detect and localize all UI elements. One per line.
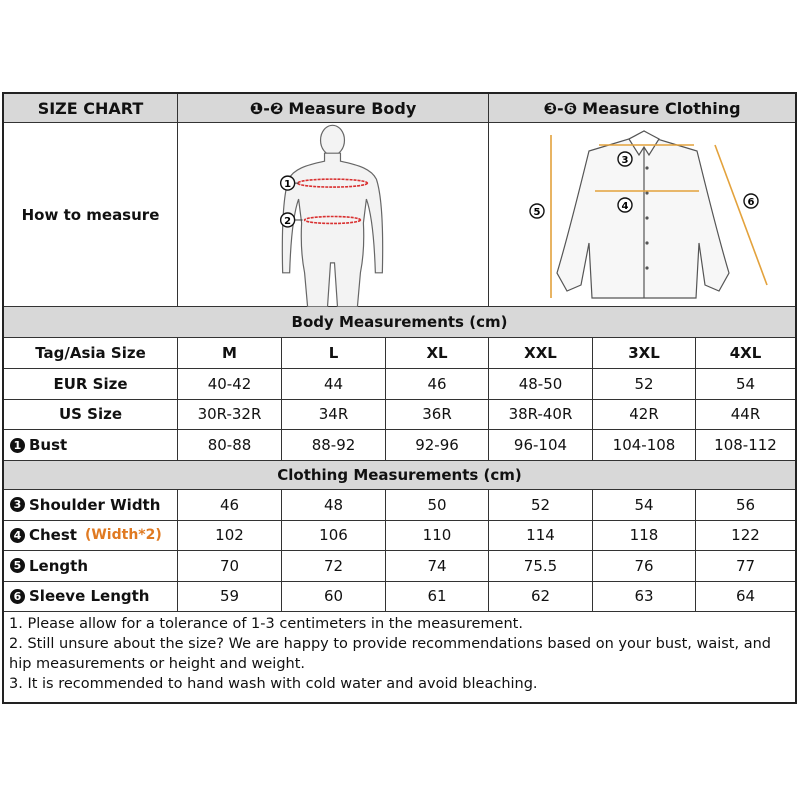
table-cell: 46 [178, 490, 282, 521]
table-cell: 52 [489, 490, 593, 521]
row-label [4, 338, 178, 369]
measure-body-header [178, 94, 489, 123]
table-cell: 63 [593, 582, 696, 613]
svg-text:6: 6 [747, 196, 755, 208]
measure-body-prefix: ❶-❷ [249, 98, 284, 118]
table-cell: 3XL [593, 338, 696, 369]
row-label-text: Tag/Asia Size [35, 343, 146, 362]
table-cell: 40-42 [178, 369, 282, 400]
size-chart-title [4, 94, 178, 123]
table-cell: 48-50 [489, 369, 593, 400]
table-cell: 64 [696, 582, 795, 613]
svg-text:5: 5 [533, 206, 541, 218]
table-cell: 56 [696, 490, 795, 521]
table-cell: 72 [282, 551, 386, 582]
note-2: 2. Still unsure about the size? We are happy to provide recommendations based on your bust, waist, and hip measurements or height and weight. [9, 636, 771, 672]
measure-body-text: Measure Body [288, 98, 417, 118]
table-cell: 61 [386, 582, 489, 613]
marker-6-icon [744, 194, 758, 208]
clothing-measurements-title: Clothing Measurements (cm) [277, 466, 522, 484]
size-chart-table [2, 92, 797, 704]
measure-clothing-header [489, 94, 795, 123]
shirt-figure-cell [489, 123, 795, 307]
table-cell: 44R [696, 400, 795, 431]
row-label-note: (Width*2) [84, 527, 162, 544]
table-cell: 77 [696, 551, 795, 582]
table-cell: 30R-32R [178, 400, 282, 431]
body-measurements-title: Body Measurements (cm) [291, 313, 508, 331]
table-cell: 110 [386, 521, 489, 552]
table-cell: 44 [282, 369, 386, 400]
marker-5-icon: 5 [10, 558, 25, 573]
measure-clothing-text: Measure Clothing [582, 98, 741, 118]
table-cell: 38R-40R [489, 400, 593, 431]
marker-2-icon [281, 213, 295, 227]
row-label [4, 521, 178, 552]
how-to-measure-text: How to measure [21, 205, 160, 224]
table-cell: 70 [178, 551, 282, 582]
shirt-figure [489, 123, 795, 307]
table-cell: 76 [593, 551, 696, 582]
table-cell: 118 [593, 521, 696, 552]
table-cell: 104-108 [593, 430, 696, 461]
body-measurements-band [4, 307, 795, 338]
table-cell: 62 [489, 582, 593, 613]
table-cell: 4XL [696, 338, 795, 369]
table-cell: 46 [386, 369, 489, 400]
svg-text:3: 3 [621, 154, 629, 166]
marker-6-icon: 6 [10, 589, 25, 604]
row-label-text: Bust [29, 436, 68, 455]
body-figure [178, 123, 488, 307]
row-label [4, 400, 178, 431]
svg-text:4: 4 [621, 200, 629, 212]
marker-3-icon [618, 152, 632, 166]
measure-clothing-prefix: ❸-❻ [543, 98, 578, 118]
table-cell: 42R [593, 400, 696, 431]
marker-4-icon: 4 [10, 528, 25, 543]
note-1: 1. Please allow for a tolerance of 1-3 centimeters in the measurement. [9, 616, 523, 632]
marker-4-icon [618, 198, 632, 212]
marker-1-icon [281, 176, 295, 190]
table-cell: 36R [386, 400, 489, 431]
svg-text:1: 1 [284, 178, 292, 190]
table-cell: 96-104 [489, 430, 593, 461]
how-to-measure-label [4, 123, 178, 307]
row-label-text: US Size [58, 405, 123, 424]
table-cell: 88-92 [282, 430, 386, 461]
table-cell: 54 [696, 369, 795, 400]
marker-1-icon: 1 [10, 438, 25, 453]
row-label [4, 490, 178, 521]
body-figure-cell [178, 123, 489, 307]
table-cell: 50 [386, 490, 489, 521]
table-cell: XXL [489, 338, 593, 369]
clothing-measurements-band [4, 461, 795, 490]
table-cell: 34R [282, 400, 386, 431]
table-cell: 114 [489, 521, 593, 552]
table-cell: 108-112 [696, 430, 795, 461]
table-cell: XL [386, 338, 489, 369]
table-cell: 122 [696, 521, 795, 552]
row-label-text: Shoulder Width [29, 495, 161, 514]
table-cell: 102 [178, 521, 282, 552]
row-label-text: Sleeve Length [29, 587, 150, 606]
table-cell: M [178, 338, 282, 369]
row-label-text: Length [29, 556, 88, 575]
table-cell: 48 [282, 490, 386, 521]
row-label-text: EUR Size [53, 374, 128, 393]
row-label [4, 582, 178, 613]
row-label [4, 551, 178, 582]
table-cell: L [282, 338, 386, 369]
note-3: 3. It is recommended to hand wash with cold water and avoid bleaching. [9, 676, 538, 692]
marker-3-icon: 3 [10, 497, 25, 512]
row-label-text: Chest [29, 526, 77, 545]
notes [4, 612, 795, 702]
table-cell: 74 [386, 551, 489, 582]
table-cell: 75.5 [489, 551, 593, 582]
table-cell: 92-96 [386, 430, 489, 461]
table-cell: 59 [178, 582, 282, 613]
size-chart-title-text: SIZE CHART [37, 98, 144, 118]
table-cell: 60 [282, 582, 386, 613]
table-cell: 52 [593, 369, 696, 400]
table-cell: 54 [593, 490, 696, 521]
table-cell: 80-88 [178, 430, 282, 461]
row-label [4, 430, 178, 461]
marker-5-icon [530, 204, 544, 218]
svg-text:2: 2 [284, 215, 292, 227]
row-label [4, 369, 178, 400]
table-cell: 106 [282, 521, 386, 552]
